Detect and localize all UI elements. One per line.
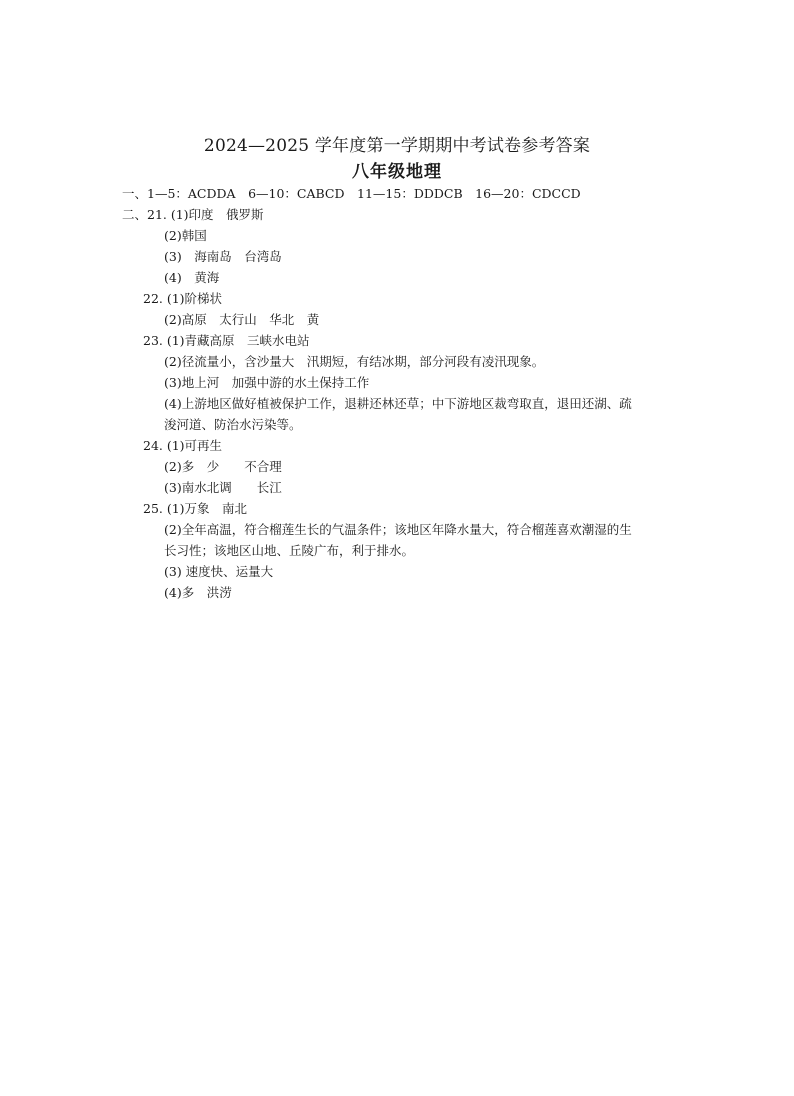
answer-line-23-2: (2)径流量小，含沙量大 汛期短，有结冰期，部分河段有凌汛现象。 [164, 354, 545, 369]
answer-line-24-3: (3)南水北调 长江 [164, 480, 282, 495]
answer-line-21-1: 二、21. (1)印度 俄罗斯 [122, 207, 264, 222]
answer-line-24-1: 24. (1)可再生 [143, 438, 223, 453]
answer-line-24-2: (2)多 少 不合理 [164, 459, 282, 474]
answer-line-21-2: (2)韩国 [164, 228, 207, 243]
answer-line-mc: 一、1—5：ACDDA 6—10：CABCD 11—15：DDDCB 16—20：CDCCD [122, 186, 581, 201]
answer-line-25-3: (3) 速度快、运量大 [164, 564, 274, 579]
answer-line-21-3: (3) 海南岛 台湾岛 [164, 249, 282, 264]
answer-line-25-4: (4)多 洪涝 [164, 585, 232, 600]
answer-line-21-4: (4) 黄海 [164, 270, 220, 285]
document-title: 2024—2025 学年度第一学期期中考试卷参考答案 [203, 136, 591, 156]
answer-line-22-2: (2)高原 太行山 华北 黄 [164, 312, 320, 327]
answer-line-23-3: (3)地上河 加强中游的水土保持工作 [164, 375, 370, 390]
answer-line-23-4-cont: 浚河道、防治水污染等。 [164, 417, 302, 432]
answer-line-25-2-cont: 长习性；该地区山地、丘陵广布，利于排水。 [164, 543, 415, 558]
document-subtitle: 八年级地理 [352, 162, 442, 182]
answer-line-25-1: 25. (1)万象 南北 [143, 501, 248, 516]
answer-line-25-2: (2)全年高温，符合榴莲生长的气温条件；该地区年降水量大，符合榴莲喜欢潮湿的生 [164, 522, 632, 537]
answer-line-23-4: (4)上游地区做好植被保护工作，退耕还林还草；中下游地区裁弯取直，退田还湖、疏 [164, 396, 632, 411]
answer-line-22-1: 22. (1)阶梯状 [143, 291, 223, 306]
answer-line-23-1: 23. (1)青藏高原 三峡水电站 [143, 333, 310, 348]
